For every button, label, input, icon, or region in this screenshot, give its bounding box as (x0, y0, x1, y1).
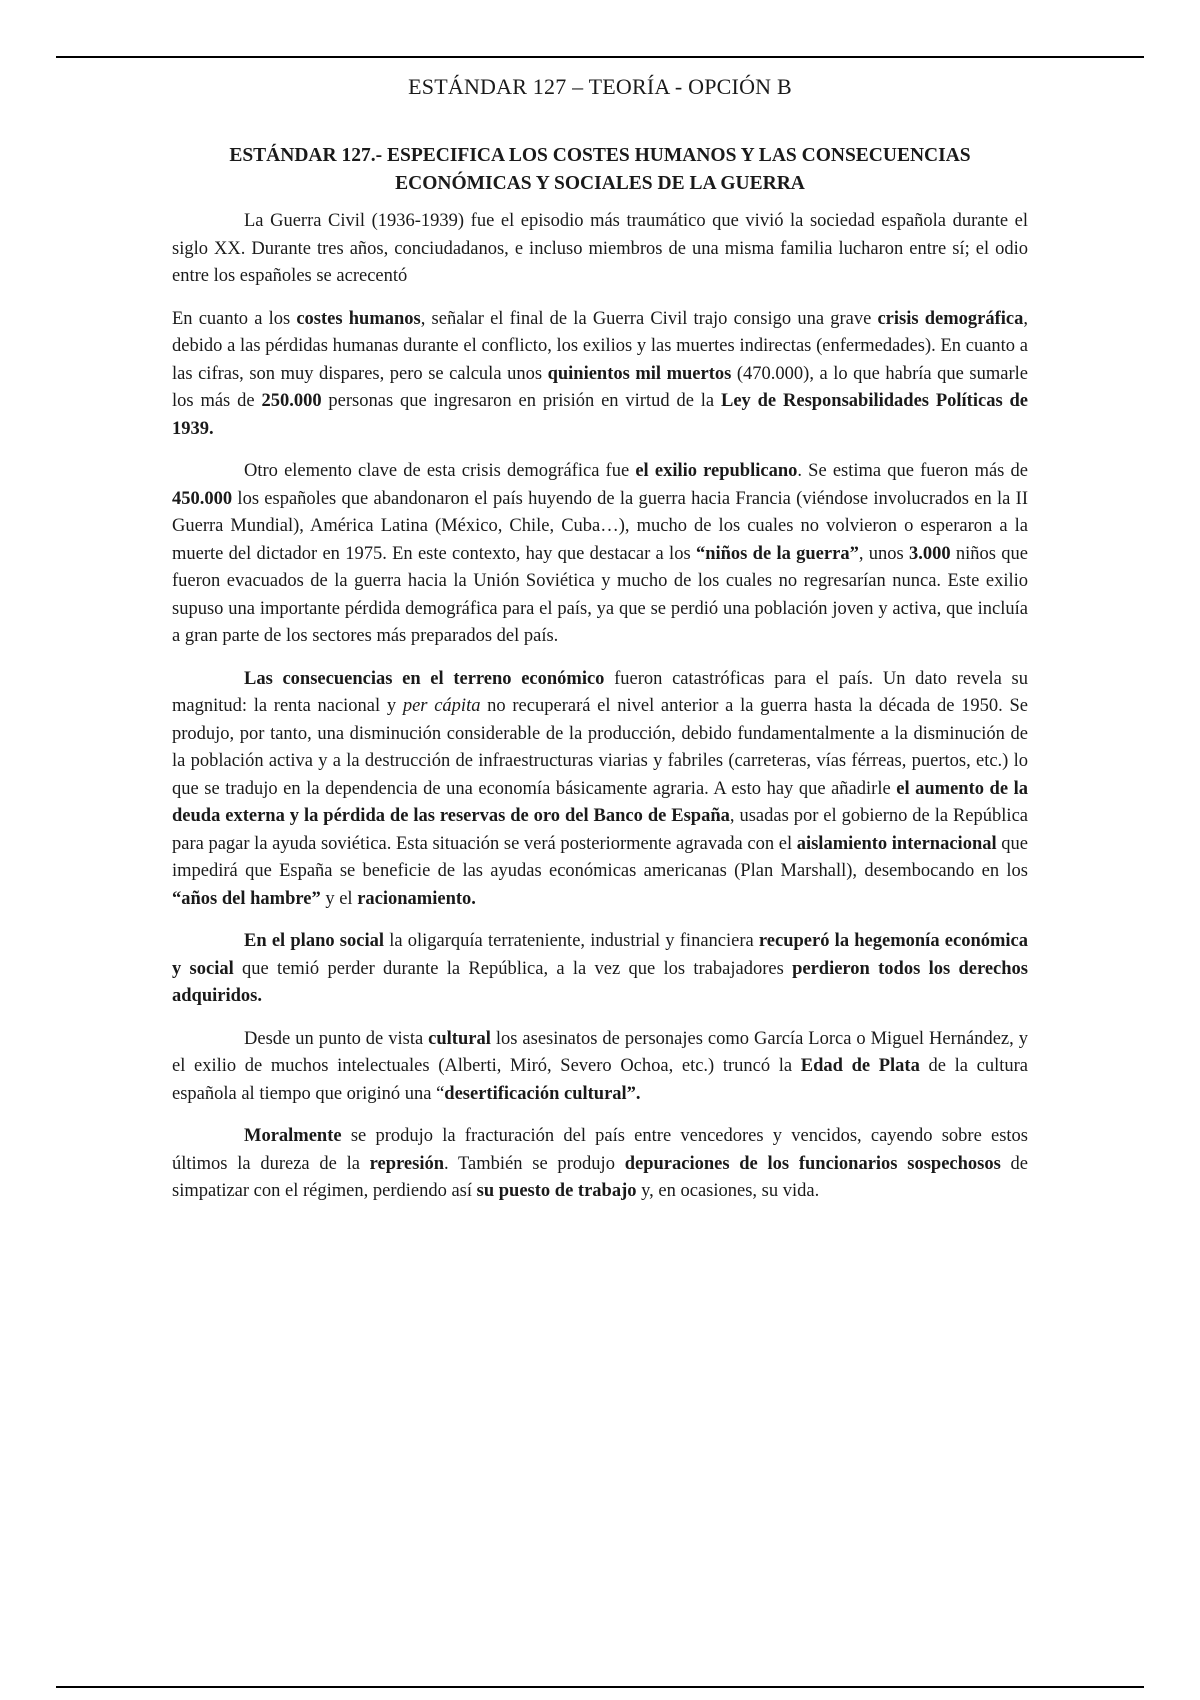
bold-span: su puesto de trabajo (476, 1181, 637, 1201)
bold-span: represión (369, 1153, 445, 1174)
bold-span: 250.000 (261, 391, 322, 411)
text-span: que impedirá que España se beneficie de las ayudas económicas americanas (Plan Marshall), desembocando en los (172, 833, 1028, 881)
document-title: ESTÁNDAR 127.- ESPECIFICA LOS COSTES HUMANOS Y LAS CONSECUENCIAS ECONÓMICAS Y SOCIALES DE LA GUERRA (229, 145, 971, 194)
bold-span: En el plano social (244, 931, 384, 951)
bold-span: Las consecuencias en el terreno económico (244, 668, 605, 689)
paragraph-intro (172, 208, 1028, 291)
bold-span: racionamiento. (357, 888, 476, 909)
bold-span: el aumento de la deuda externa y la pérdida de las reservas de oro del Banco de España (172, 778, 1028, 826)
text-span: que temió perder durante la República, a la vez que los trabajadores (233, 958, 793, 979)
bold-span: quinientos mil muertos (547, 363, 732, 384)
text-span: no recuperará el nivel anterior a la guerra hasta la década de 1950. Se produjo, por tanto, una disminución considerable de la producción, debido fundamentalmente a la disminución de la población activa y a la destrucción de infraestructuras viarias y fabriles (carreteras, vías férreas, puertos, etc.) lo que se tradujo en la dependencia de una economía básicamente agraria. A esto hay que añadirle (172, 696, 1028, 799)
bold-span: 3.000 (909, 543, 951, 564)
bold-span: el exilio republicano (635, 461, 798, 481)
paragraph-human-costs (172, 306, 1028, 444)
document-body (172, 142, 1028, 1221)
text-span: , debido a las pérdidas humanas durante el conflicto, los exilios y las muertes indirectas (enfermedades). En cuanto a las cifras, son muy dispares, pero se calcula unos (172, 308, 1028, 384)
text-span: Otro elemento clave de esta crisis demográfica fue (244, 461, 636, 481)
bold-span: Ley de Responsabilidades Políticas de 1939. (172, 391, 1029, 439)
text-span: , señalar el final de la Guerra Civil trajo consigo una grave (420, 308, 878, 329)
text-span: (470.000), a lo que habría que sumarle los más de (172, 363, 1028, 411)
text-span: , unos (858, 543, 909, 564)
text-span: La Guerra Civil (1936-1939) fue el episodio más traumático que vivió la sociedad española durante el siglo XX. Durante tres años, conciudadanos, e incluso miembros de una misma familia lucharon entre sí; el odio entre los españoles se acrecentó (172, 211, 1028, 286)
text-span: . Se estima que fueron más de (797, 461, 1028, 481)
text-span: y, en ocasiones, su vida. (636, 1181, 820, 1201)
text-span: En cuanto a los (172, 308, 297, 329)
bold-span: “años del hambre” (172, 888, 321, 909)
bold-span: perdieron todos los derechos adquiridos. (172, 958, 1029, 1006)
paragraph-moral (172, 1123, 1028, 1206)
bold-span: cultural (428, 1028, 491, 1049)
bold-span: Moralmente (244, 1126, 342, 1146)
page-header: ESTÁNDAR 127 – TEORÍA - OPCIÓN B (408, 74, 792, 99)
bold-span: 450.000 (172, 488, 233, 509)
italic-span: per cápita (402, 696, 481, 716)
paragraph-cultural (172, 1026, 1028, 1109)
text-span: fueron catastróficas para el país. Un dato revela su magnitud: la renta nacional y (172, 668, 1028, 716)
bold-span: Edad de Plata (800, 1056, 920, 1076)
text-span: los españoles que abandonaron el país huyendo de la guerra hacia Francia (viéndose involucrados en la II Guerra Mundial), América Latina (México, Chile, Cuba…), mucho de los cuales no volvieron o esperaron a la muerte del dictador en 1975. En este contexto, hay que destacar a los (172, 488, 1028, 564)
text-span: Desde un punto de vista (244, 1028, 429, 1049)
text-span: niños que fueron evacuados de la guerra hacia la Unión Soviética y mucho de los cuales no regresarían nunca. Este exilio supuso una importante pérdida demográfica para el país, ya que se perdió una población joven y activa, que incluía a gran parte de los sectores más preparados del país. (172, 543, 1029, 646)
paragraph-social (172, 928, 1028, 1011)
text-span: personas que ingresaron en prisión en virtud de la (321, 391, 721, 411)
text-span: se produjo la fracturación del país entre vencedores y vencidos, cayendo sobre estos últimos la dureza de la (172, 1126, 1028, 1174)
text-span: de la cultura española al tiempo que originó una “ (172, 1056, 1028, 1104)
bold-span: recuperó la hegemonía económica y social (172, 931, 1028, 979)
text-span: y el (320, 888, 358, 909)
text-span: . También se produjo (444, 1153, 625, 1174)
bold-span: crisis demográfica (877, 308, 1024, 329)
bold-span: desertificación cultural”. (444, 1083, 641, 1104)
paragraph-exile (172, 458, 1028, 651)
text-span: de simpatizar con el régimen, perdiendo así (172, 1153, 1029, 1201)
bold-span: costes humanos (296, 308, 421, 329)
bold-span: aislamiento internacional (796, 833, 997, 854)
top-rule (56, 56, 1144, 58)
bottom-rule (56, 1686, 1144, 1688)
paragraph-economic (172, 666, 1028, 914)
bold-span: “niños de la guerra” (695, 543, 859, 564)
text-span: los asesinatos de personajes como García Lorca o Miguel Hernández, y el exilio de muchos intelectuales (Alberti, Miró, Severo Ochoa, etc.) truncó la (172, 1028, 1028, 1076)
text-span: la oligarquía terrateniente, industrial y financiera (384, 931, 759, 951)
text-span: , usadas por el gobierno de la República para pagar la ayuda soviética. Esta situación se verá posteriormente agravada con el (172, 806, 1028, 854)
bold-span: depuraciones de los funcionarios sospechosos (624, 1153, 1001, 1174)
